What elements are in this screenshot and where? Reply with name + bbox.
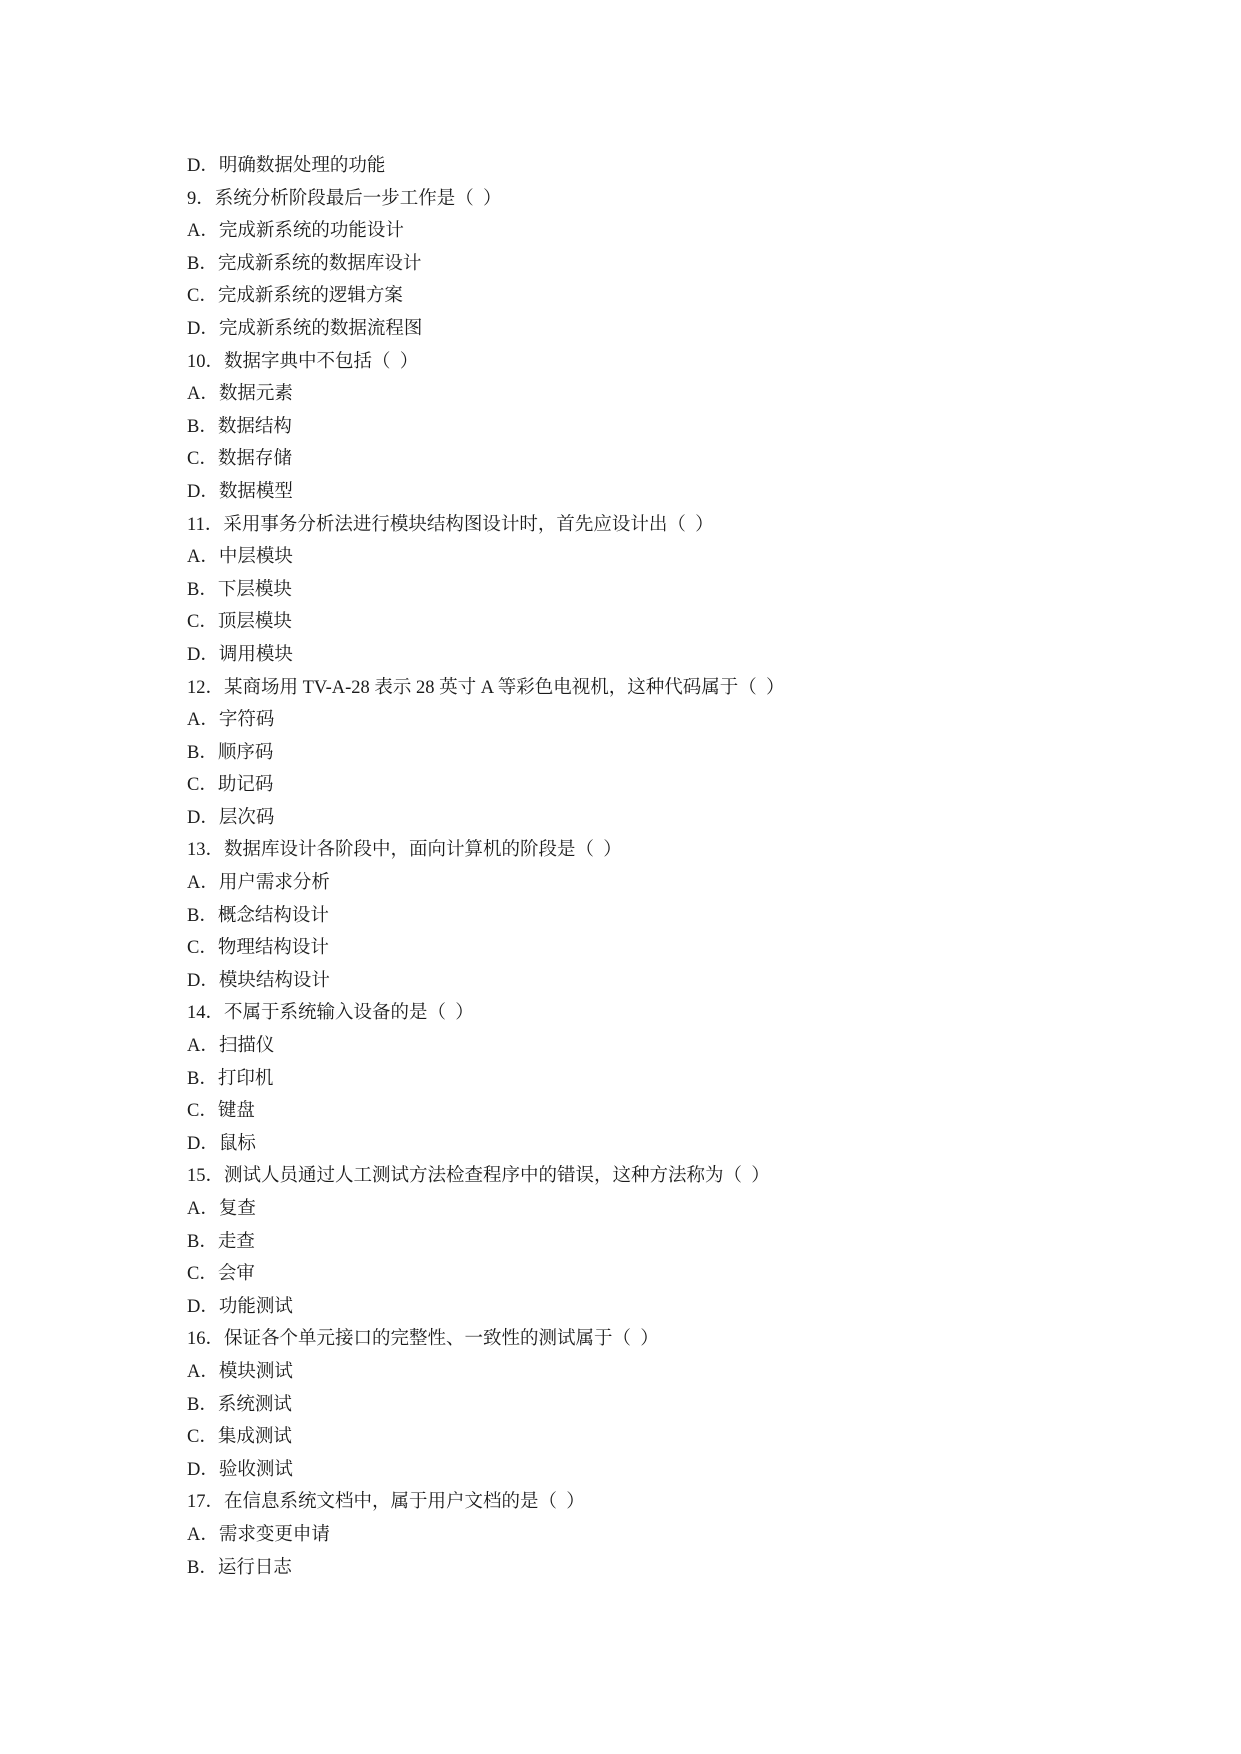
option-text: C．顶层模块: [187, 612, 292, 633]
option-text: B．概念结构设计: [187, 905, 329, 926]
option-text: C．完成新系统的逻辑方案: [187, 286, 403, 307]
option-text: C．数据存储: [187, 449, 292, 470]
option-text: A．扫描仪: [187, 1036, 275, 1057]
question-text: 13．数据库设计各阶段中，面向计算机的阶段是（ ）: [187, 840, 622, 861]
option-text: C．助记码: [187, 775, 274, 796]
question-text: 15．测试人员通过人工测试方法检查程序中的错误，这种方法称为（ ）: [187, 1166, 770, 1187]
option-text: A．复查: [187, 1199, 256, 1219]
option-text: D．明确数据处理的功能: [187, 156, 386, 176]
option-text: D．验收测试: [187, 1459, 293, 1480]
option-text: D．模块结构设计: [187, 970, 330, 991]
option-text: A．模块测试: [187, 1361, 293, 1382]
option-text: B．顺序码: [187, 742, 274, 763]
option-text: B．运行日志: [187, 1557, 292, 1578]
option-text: D．鼠标: [187, 1133, 256, 1154]
option-text: C．集成测试: [187, 1427, 292, 1448]
option-text: A．数据元素: [187, 384, 293, 405]
option-text: B．完成新系统的数据库设计: [187, 253, 422, 274]
option-text: D．调用模块: [187, 644, 293, 665]
option-text: A．完成新系统的功能设计: [187, 221, 404, 242]
option-text: B．下层模块: [187, 579, 292, 600]
question-text: 16．保证各个单元接口的完整性、一致性的测试属于（ ）: [187, 1329, 659, 1350]
question-text: 9．系统分析阶段最后一步工作是（ ）: [187, 188, 502, 209]
option-text: B．系统测试: [187, 1394, 292, 1415]
question-text: 11．采用事务分析法进行模块结构图设计时，首先应设计出（ ）: [187, 514, 714, 535]
option-text: A．中层模块: [187, 547, 293, 568]
option-text: D．功能测试: [187, 1296, 293, 1317]
question-text: 10．数据字典中不包括（ ）: [187, 351, 419, 372]
option-text: A．需求变更申请: [187, 1524, 330, 1545]
question-text: 17．在信息系统文档中，属于用户文档的是（ ）: [187, 1492, 585, 1513]
option-text: C．键盘: [187, 1101, 255, 1122]
exam-questions-body: [187, 150, 1147, 1584]
question-text: 12．某商场用 TV-A-28 表示 28 英寸 A 等彩色电视机，这种代码属于（ ）: [187, 677, 785, 698]
option-text: C．物理结构设计: [187, 938, 329, 959]
option-text: D．完成新系统的数据流程图: [187, 318, 423, 339]
option-text: D．层次码: [187, 807, 275, 828]
option-text: B．走查: [187, 1231, 255, 1252]
option-text: B．数据结构: [187, 416, 292, 437]
option-text: A．用户需求分析: [187, 873, 330, 894]
option-text: D．数据模型: [187, 481, 293, 502]
question-text: 14．不属于系统输入设备的是（ ）: [187, 1003, 474, 1024]
option-text: A．字符码: [187, 710, 275, 731]
option-text: B．打印机: [187, 1068, 274, 1089]
option-text: C．会审: [187, 1264, 255, 1285]
